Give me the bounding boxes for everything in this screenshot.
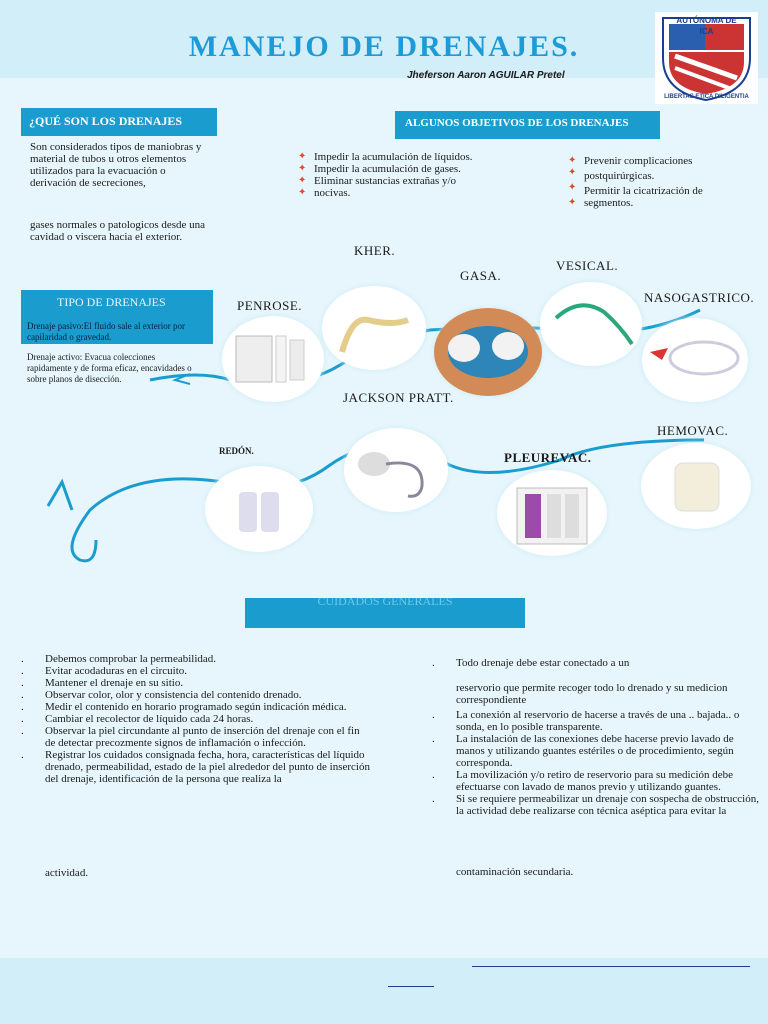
cuidado-item: . Observar la piel circundante al punto de inserción del drenaje con el fin de detectar precozmente signos de inflamación o infección. [45,725,370,749]
cuidado-item: . Observar color, olor y consistencia del contenido drenado. [45,689,370,701]
label-nasogastrico: NASOGASTRICO. [644,290,755,305]
page-title: MANEJO DE DRENAJES. [188,30,580,63]
jackson-pratt-image [344,428,448,512]
label-vesical: VESICAL. [556,258,619,273]
cuidado-item: . Cambiar el recolector de líquido cada 24 horas. [45,713,370,725]
label-hemovac: HEMOVAC. [657,423,729,438]
university-seal [655,12,758,104]
kher-image [322,286,426,370]
que-son-text-2: gases normales o patologicos desde una cavidad o viscera hacia el exterior. [30,219,206,243]
penrose-image [222,316,324,402]
objetivo-item: ✦ postquirúrgicas. [566,167,756,182]
footer-band [0,958,768,1024]
tipos-heading: TIPO DE DRENAJES [21,290,213,316]
author-name: Jheferson Aaron AGUILAR Pretel [407,70,565,81]
cuidado-item: . La movilización y/o retiro de reservorio para su medición debe efectuarse con lavado de manos previo y utilizando guantes. [456,769,762,793]
cuidado-item: . Debemos comprobar la permeabilidad. [45,653,370,665]
label-kher: KHER. [354,243,396,258]
footer-line-short [388,986,434,987]
que-son-text-1: Son considerados tipos de maniobras y material de tubos u otros elementos utilizados para la evacuación o derivación de secreciones, [30,141,202,189]
label-penrose: PENROSE. [237,298,303,313]
cuidado-item: . Medir el contenido en horario programado según indicación médica. [45,701,370,713]
gasa-image [434,308,542,396]
cuidado-right-dot: . [432,657,435,669]
cuidado-right-end: contaminación secundaria. [456,866,574,878]
tipo-activo: Drenaje activo: Evacua colecciones rapidamente y de forma eficaz, encavidades o sobre planos de disección. [27,352,192,384]
objetivo-item: ✦ nocivas. [296,187,526,199]
cuidado-item: . Mantener el drenaje en su sitio. [45,677,370,689]
pleurevac-image [497,470,607,556]
cuidados-list-left [45,653,370,785]
nasogastrico-image [642,318,748,402]
cuidado-item: . Si se requiere permeabilizar un drenaje con sospecha de obstrucción, la actividad debe realizarse con técnica aséptica para evitar la [456,793,762,817]
footer-line [472,966,750,967]
objetivos-list-left [296,151,526,199]
cuidado-item-end: actividad. [45,867,89,879]
label-gasa: GASA. [460,268,502,283]
vesical-image [540,282,642,366]
objetivo-item: ✦ Impedir la acumulación de gases. [296,163,526,175]
cuidado-right-cont: reservorio que permite recoger todo lo drenado y su medicion correspondiente [456,682,728,706]
objetivos-list-right [566,155,756,209]
cuidado-item: . Registrar los cuidados consignada fecha, hora, características del líquido drenado, permeabilidad, estado de la piel alrededor del punto de inserción del drenaje, identificación de la persona que realiza la [45,749,370,785]
tipo-pasivo: Drenaje pasivo:El fluido sale al exterior por capilaridad o gravedad. [27,321,185,342]
seal-motto-text: LIBERTAS ETICA DILIGENTIA [664,94,749,100]
label-redon: REDÓN. [219,446,254,456]
hemovac-image [641,443,751,529]
objetivo-item: ✦ segmentos. [566,197,756,209]
cuidado-right-first: Todo drenaje debe estar conectado a un [456,657,630,669]
cuidado-item: . Evitar acodaduras en el circuito. [45,665,370,677]
label-jackson-pratt: JACKSON PRATT. [343,390,454,405]
cuidados-heading-text: CUIDADOS GENERALES [317,598,453,608]
cuidado-item: . La conexión al reservorio de hacerse a través de una .. bajada.. o sonda, en lo posible transparente. [456,709,762,733]
objetivo-item: ✦ Eliminar sustancias extrañas y/o [296,175,526,187]
objetivos-heading: ALGUNOS OBJETIVOS DE LOS DRENAJES [395,111,660,139]
seal-top-text: AUTÓNOMA DE ICA [676,16,737,36]
objetivo-item: ✦ Prevenir complicaciones [566,155,756,167]
cuidados-heading [245,598,525,628]
objetivo-item: ✦ Permitir la cicatrización de [566,182,756,197]
objetivo-item: ✦ Impedir la acumulación de líquidos. [296,151,526,163]
que-son-heading: ¿QUÉ SON LOS DRENAJES [21,108,217,136]
redon-image [205,466,313,552]
label-pleurevac: PLEUREVAC. [504,450,592,465]
cuidados-list-right [456,709,762,817]
cuidado-item: . La instalación de las conexiones debe hacerse previo lavado de manos y utilizando guantes estériles o de procedimiento, según corresponda. [456,733,762,769]
